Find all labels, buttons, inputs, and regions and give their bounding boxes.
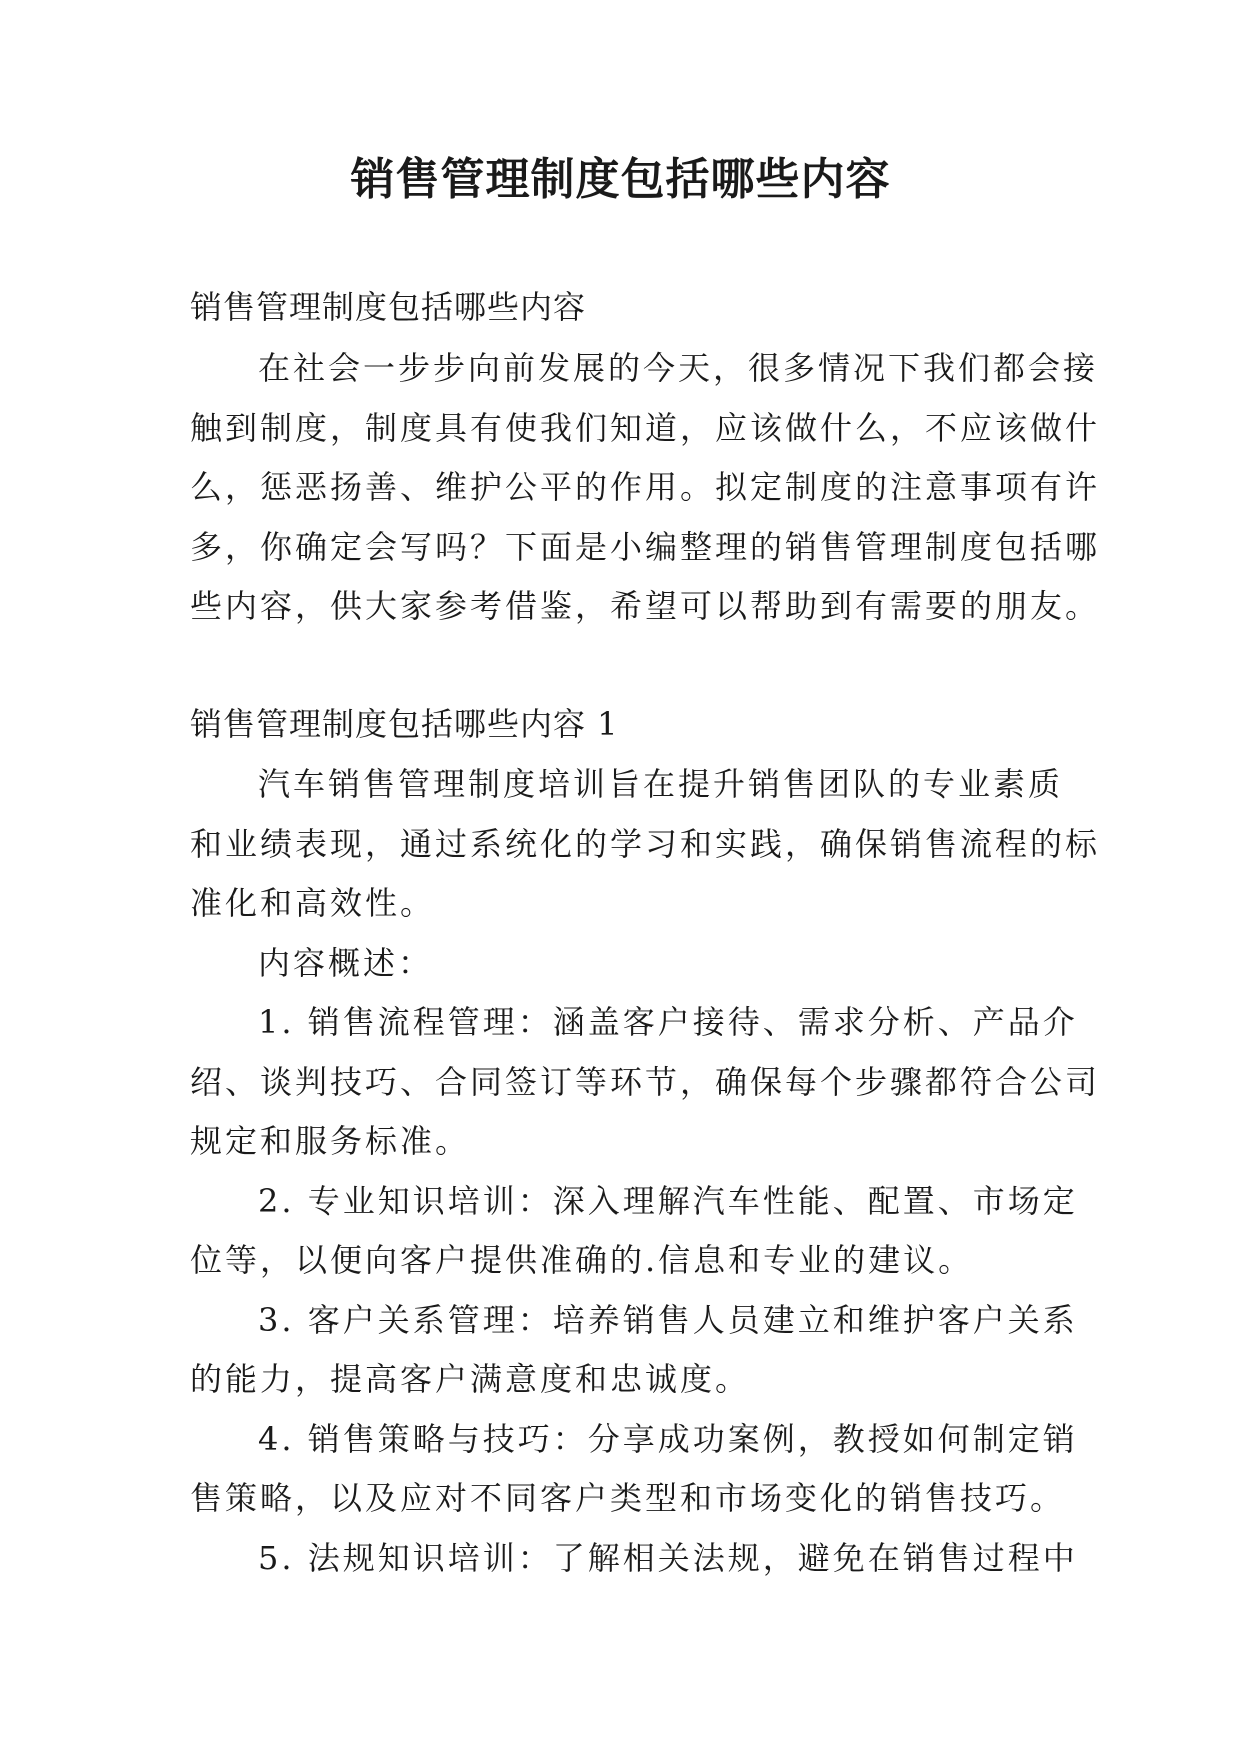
section-line: 售策略，以及应对不同客户类型和市场变化的销售技巧。 (190, 1479, 1066, 1517)
paragraph-line: 触到制度，制度具有使我们知道，应该做什么，不应该做什 (190, 408, 1101, 447)
section-line: 准化和高效性。 (190, 884, 436, 922)
section-line: 1. 销售流程管理：涵盖客户接待、需求分析、产品介 (258, 1003, 1078, 1041)
section-line: 5. 法规知识培训：了解相关法规，避免在销售过程中 (258, 1538, 1078, 1577)
paragraph-line: 在社会一步步向前发展的今天，很多情况下我们都会接 (258, 349, 1099, 387)
section-heading: 销售管理制度包括哪些内容 1 (190, 705, 619, 743)
section-line: 绍、谈判技巧、合同签订等环节，确保每个步骤都符合公司 (190, 1062, 1101, 1101)
document-title: 销售管理制度包括哪些内容 (350, 154, 891, 205)
section-line: 4. 销售策略与技巧：分享成功案例，教授如何制定销 (258, 1419, 1078, 1458)
section-line: 位等，以便向客户提供准确的.信息和专业的建议。 (190, 1241, 974, 1279)
intro-paragraph (190, 339, 1101, 637)
intro-heading: 销售管理制度包括哪些内容 (190, 288, 587, 326)
section-line: 内容概述： (258, 943, 434, 982)
section-line: 和业绩表现，通过系统化的学习和实践，确保销售流程的标 (190, 824, 1101, 863)
paragraph-line: 么，惩恶扬善、维护公平的作用。拟定制度的注意事项有许 (190, 468, 1101, 506)
paragraph-line: 些内容，供大家参考借鉴，希望可以帮助到有需要的朋友。 (190, 587, 1101, 625)
section-line: 2. 专业知识培训：深入理解汽车性能、配置、市场定 (258, 1181, 1078, 1220)
section-body (190, 755, 1101, 1588)
section-line: 的能力，提高客户满意度和忠诚度。 (190, 1360, 751, 1398)
paragraph-line: 多，你确定会写吗？下面是小编整理的销售管理制度包括哪 (190, 527, 1101, 566)
section-line: 汽车销售管理制度培训旨在提升销售团队的专业素质 (258, 765, 1064, 803)
section-line: 规定和服务标准。 (190, 1122, 471, 1160)
section-line: 3. 客户关系管理：培养销售人员建立和维护客户关系 (258, 1300, 1078, 1339)
